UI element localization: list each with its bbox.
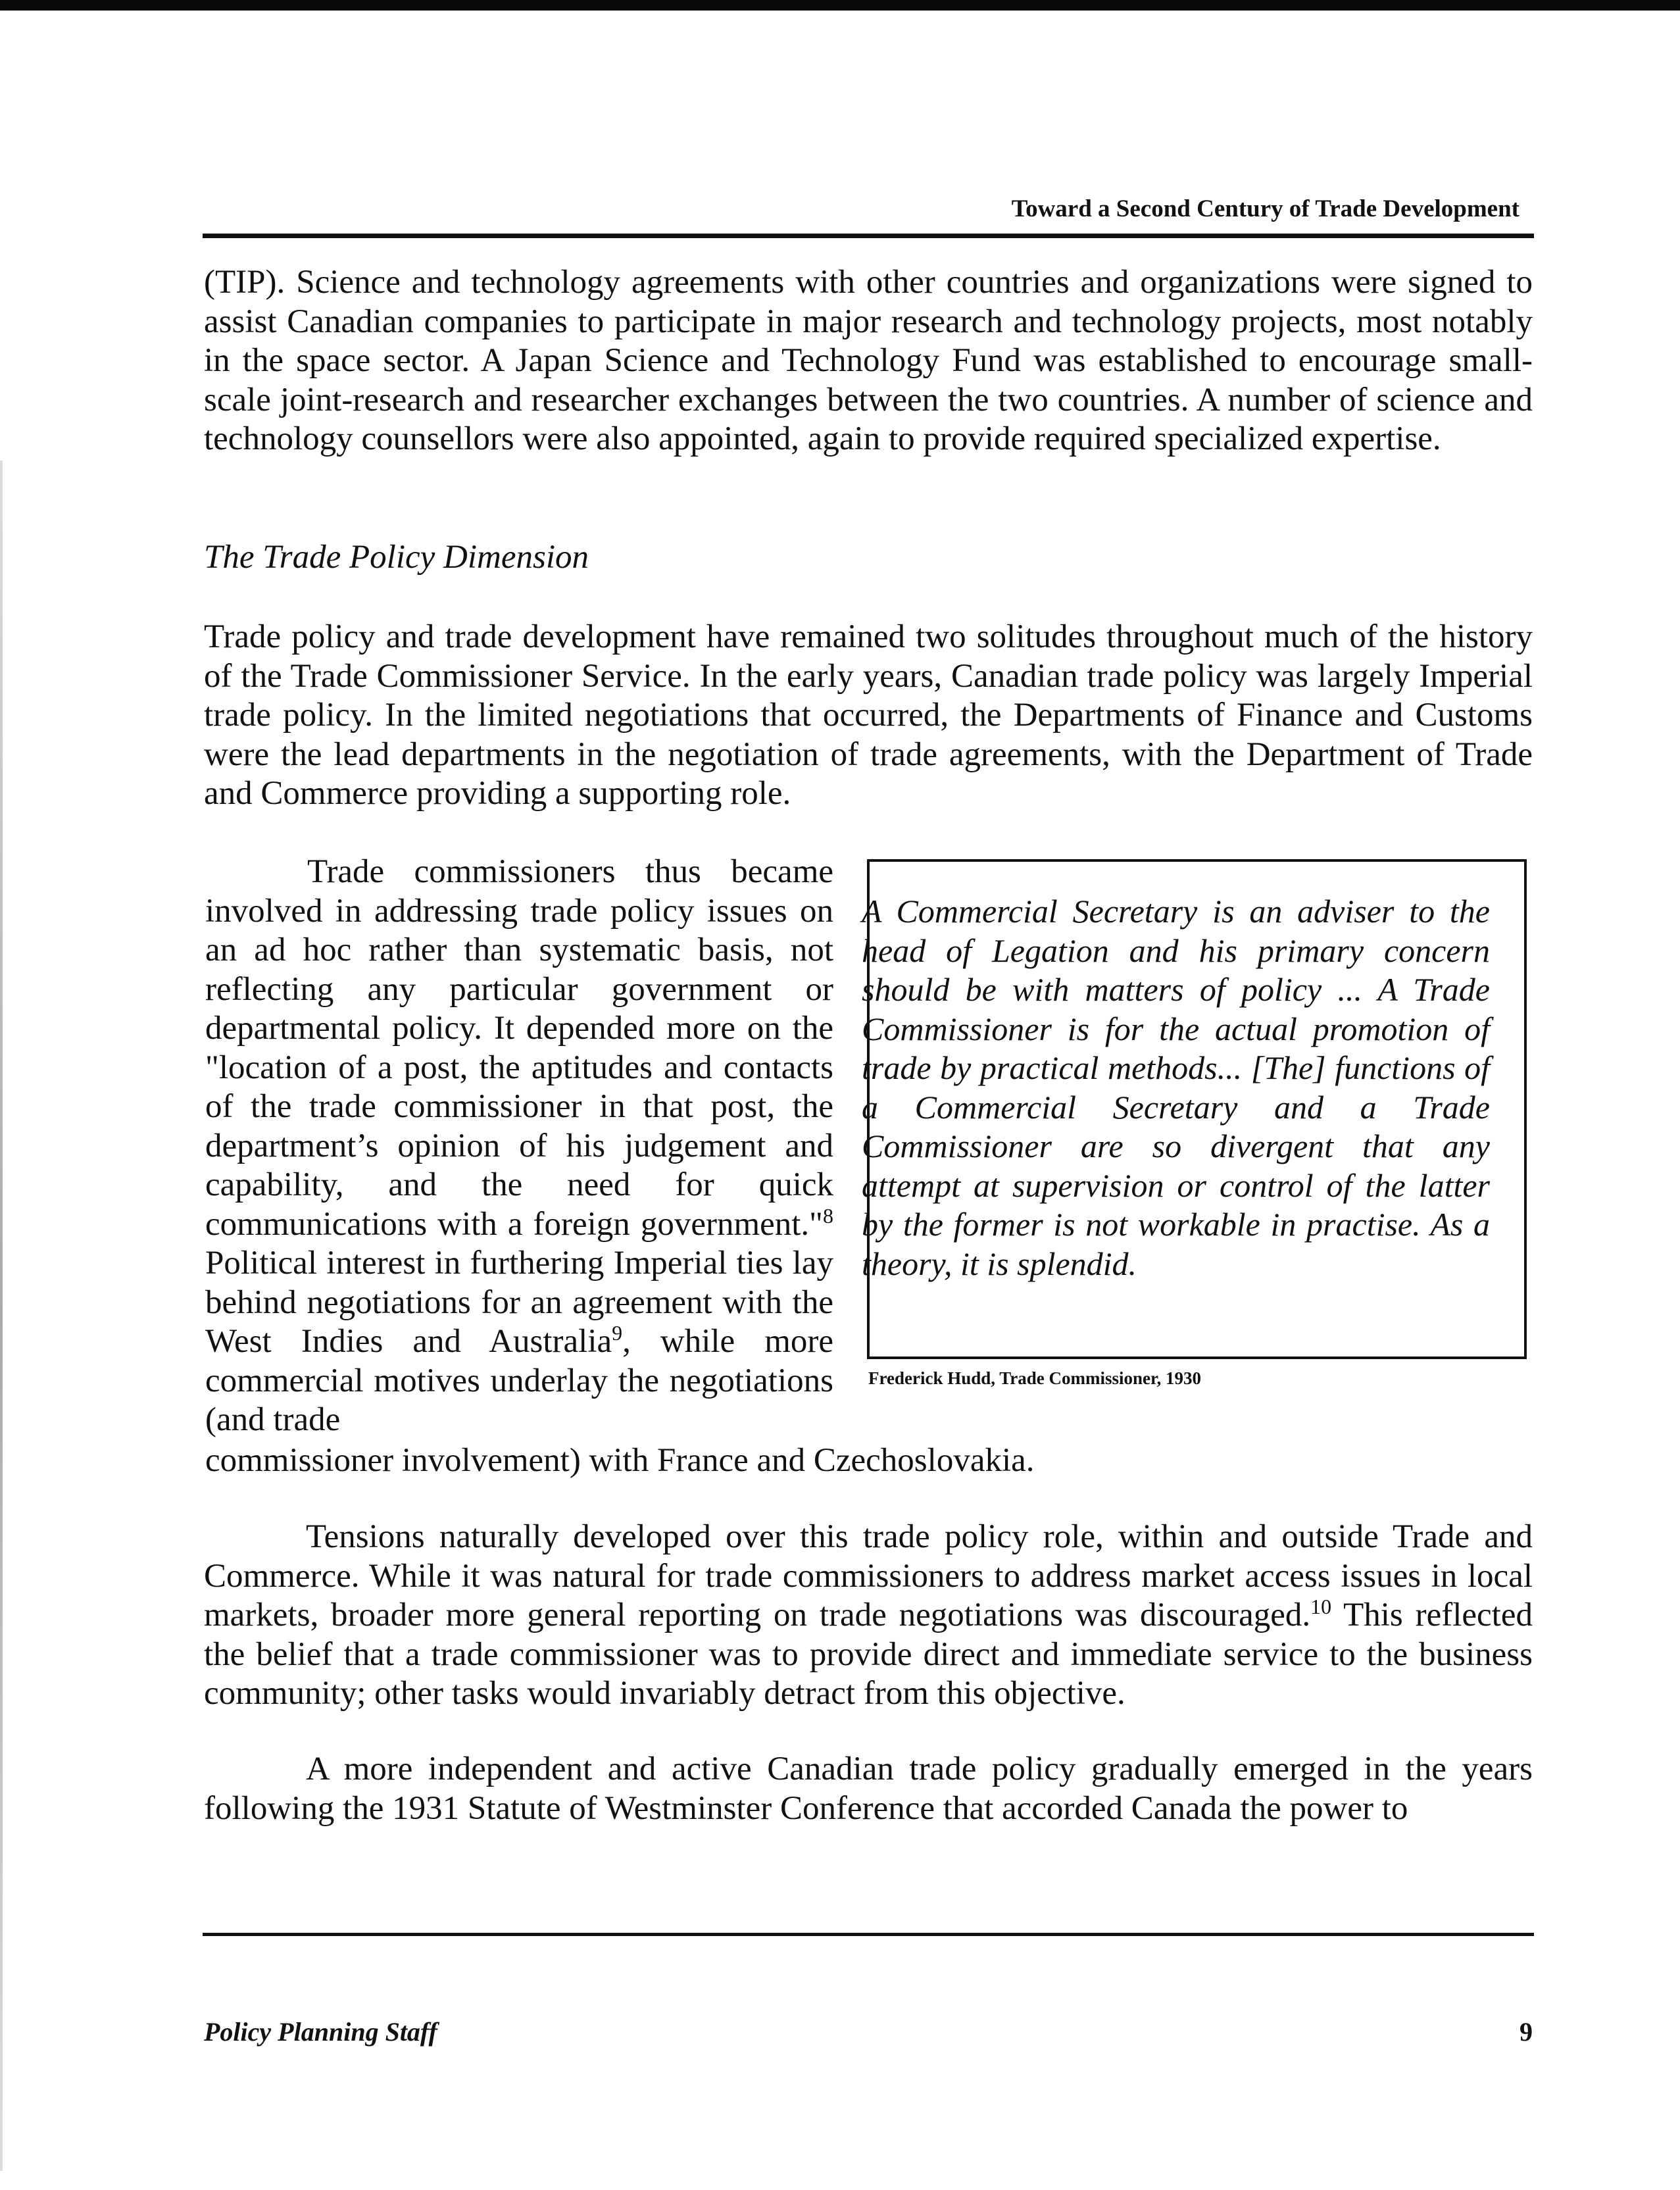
running-header: Toward a Second Century of Trade Development [1011, 195, 1519, 222]
sidebar-quote-attribution: Frederick Hudd, Trade Commissioner, 1930 [868, 1368, 1202, 1388]
header-rule [203, 234, 1534, 238]
paragraph-text: Political interest in furthering Imperial ties lay behind negotiations for an agreement with the West Indies and Australia [205, 1245, 833, 1360]
footer-title: Policy Planning Staff [204, 2017, 437, 2047]
paragraph-trade-policy: Trade policy and trade development have remained two solitudes throughout much of the history of the Trade Commissioner Service. In the early years, Canadian trade policy was largely Imperial trade policy. In the limited negotiations that occurred, the Departments of Finance and Customs were the lead departments in the negotiation of trade agreements, with the Department of Trade and Commerce providing a supporting role. [204, 618, 1533, 812]
page-number: 9 [1519, 2017, 1533, 2047]
paragraph-trade-commissioners [205, 853, 833, 1440]
scan-edge-top [0, 0, 1680, 11]
paragraph-text: , while more commercial motives underlay the negotiations (and trade [205, 1323, 833, 1438]
section-heading: The Trade Policy Dimension [204, 539, 589, 576]
footnote-ref: 9 [612, 1321, 623, 1345]
paragraph-tip: (TIP). Science and technology agreements with other countries and organizations were signed to assist Canadian companies to participate in major research and technology projects, most notably in the space sector. A Japan Science and Technology Fund was established to encourage small-scale joint-research and researcher exchanges between the two countries. A number of science and technology counsellors were also appointed, again to provide required specialized expertise. [204, 264, 1533, 457]
paragraph-text: Tensions naturally developed over this trade policy role, within and outside Trade and Commerce. While it was natural for trade commissioners to address market access issues in local markets, broader more general reporting on trade negotiations was discouraged. [204, 1518, 1533, 1633]
footnote-ref: 10 [1310, 1595, 1332, 1618]
paragraph-text: This reflected the belief that a trade commissioner was to provide direct and immediate service to the business community; other tasks would invariably detract from this objective. [204, 1597, 1533, 1712]
paragraph-text: Trade commissioners thus became involved in addressing trade policy issues on an ad hoc rather than systematic basis, not reflecting any particular government or departmental policy. It depended more on the "location of a post, the aptitudes and contacts of the trade commissioner in that post, the department’s opinion of his judgement and capability, and the need for quick communications with a foreign government." [205, 853, 833, 1243]
sidebar-quote-text: A Commercial Secretary is an adviser to the head of Legation and his primary concern should be with matters of policy ... A Trade Commissioner is for the actual promotion of trade by practical methods... [The] functions of a Commercial Secretary and a Trade Commissioner are so divergent that any attempt at supervision or control of the latter by the former is not workable in practise. As a theory, it is splendid. [862, 893, 1490, 1282]
paragraph-tensions [204, 1518, 1533, 1714]
footnote-ref: 8 [823, 1203, 833, 1228]
scan-edge-left [0, 460, 3, 2171]
paragraph-continuation: commissioner involvement) with France and Czechoslovakia. [205, 1442, 1035, 1479]
paragraph-independent-policy: A more independent and active Canadian trade policy gradually emerged in the years following the 1931 Statute of Westminster Conference that accorded Canada the power to [204, 1751, 1533, 1827]
footer-rule [203, 1933, 1534, 1936]
